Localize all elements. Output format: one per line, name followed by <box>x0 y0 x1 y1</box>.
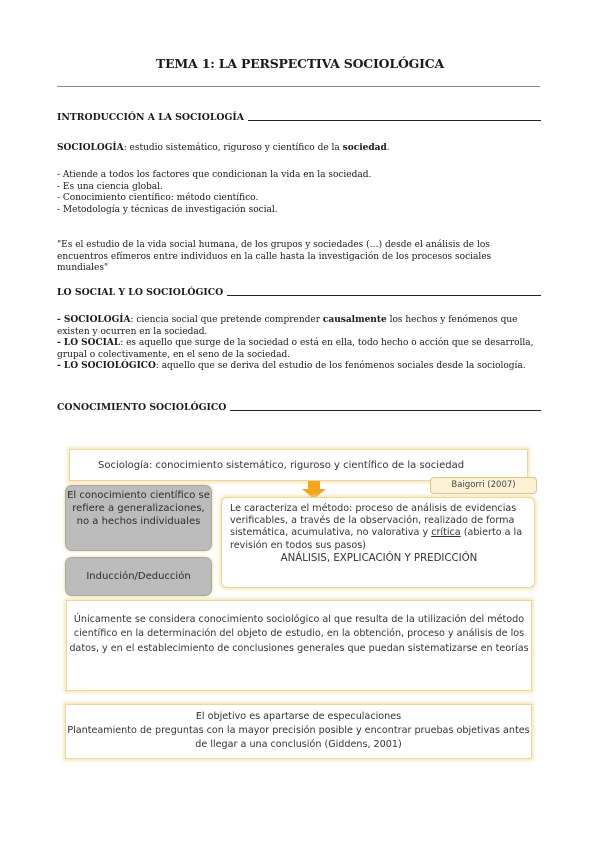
item-text: : es aquello que surge de la sociedad o está en ella, todo hecho o acción que se desarrolla, grupal o colectivamente, en el seno de la sociedad. <box>57 338 534 360</box>
list-item <box>57 361 541 373</box>
method-text <box>230 503 528 552</box>
diagram-bottom-box <box>65 704 532 759</box>
bold-word: sociedad <box>342 143 387 153</box>
list-item: - Atiende a todos los factores que condicionan la vida en la sociedad. <box>57 170 372 180</box>
section-heading-social <box>57 287 541 298</box>
social-definitions <box>57 315 541 373</box>
item-text: : aquello que se deriva del estudio de los fenómenos sociales desde la sociología. <box>155 361 526 371</box>
heading-rule <box>227 295 541 296</box>
section-heading-social-label: LO SOCIAL Y LO SOCIOLÓGICO <box>57 287 224 298</box>
definition-sociologia <box>57 143 545 155</box>
list-item: - Conocimiento científico: método científico. <box>57 193 259 203</box>
intro-quote: "Es el estudio de la vida social humana, de los grupos y sociedades (…) desde el análisis de los encuentros efímeros entre individuos en la calle hasta la investigación de los procesos sociales mundiales" <box>57 240 492 273</box>
term: LO SOCIOLÓGICO <box>63 361 156 371</box>
method-text-b: (abierto a la revisión en todos sus pasos) <box>230 527 523 551</box>
item-prefix: - <box>57 315 64 325</box>
list-item <box>57 315 541 338</box>
section-heading-conocimiento <box>57 402 541 413</box>
definition-text: : estudio sistemático, riguroso y científico de la <box>123 143 343 153</box>
term: LO SOCIAL <box>63 338 121 348</box>
heading-rule <box>230 410 541 411</box>
heading-rule <box>248 120 541 121</box>
diagram-middle-box: Únicamente se considera conocimiento sociológico al que resulta de la utilización del método científico en la determinación del objeto de estudio, en la obtención, proceso y análisis de los datos, y en el establecimiento de conclusiones generales que puedan sistematizarse en teorías <box>66 600 532 691</box>
bold-word: causalmente <box>322 315 387 325</box>
bottom-line-1: El objetivo es apartarse de especulaciones <box>195 711 402 722</box>
definition-end: . <box>386 143 390 153</box>
item-prefix: - <box>57 361 64 371</box>
list-item <box>57 338 541 361</box>
intro-bullet-list <box>57 170 545 216</box>
diagram-top-box: Sociología: conocimiento sistemático, riguroso y científico de la sociedad <box>69 449 528 481</box>
method-caps: ANÁLISIS, EXPLICACIÓN Y PREDICCIÓN <box>280 552 478 564</box>
section-heading-intro-label: INTRODUCCIÓN A LA SOCIOLOGÍA <box>57 112 244 123</box>
diagram-method-box <box>221 497 535 588</box>
title-divider <box>57 86 540 87</box>
item-text: los hechos y fenómenos que existen y ocurren en la sociedad. <box>57 315 518 337</box>
term: SOCIOLOGÍA <box>57 143 124 153</box>
list-item: - Es una ciencia global. <box>57 181 163 192</box>
item-text: : ciencia social que pretende comprender <box>130 315 323 325</box>
section-heading-conocimiento-label: CONOCIMIENTO SOCIOLÓGICO <box>57 402 227 413</box>
list-item: - Metodología y técnicas de investigación social. <box>57 204 278 215</box>
diagram-generalization-box: El conocimiento científico se refiere a generalizaciones, no a hechos individuales <box>65 485 212 551</box>
page-title: TEMA 1: LA PERSPECTIVA SOCIOLÓGICA <box>155 56 444 71</box>
bottom-line-2: Planteamiento de preguntas con la mayor precisión posible y encontrar pruebas objetivas antes de llegar a una conclusión (Giddens, 2001) <box>67 725 530 750</box>
item-prefix: - <box>57 338 64 348</box>
term: SOCIOLOGÍA <box>63 315 131 325</box>
method-underlined: crítica <box>431 527 461 539</box>
section-heading-intro <box>57 112 541 123</box>
diagram-induction-box: Inducción/Deducción <box>65 557 212 596</box>
citation-badge: Baigorri (2007) <box>430 477 537 494</box>
method-text-a: Le caracteriza el método: proceso de análisis de evidencias verificables, a través de la observación, realizado de forma sistemática, acumulativa, no valorativa y <box>230 503 517 539</box>
